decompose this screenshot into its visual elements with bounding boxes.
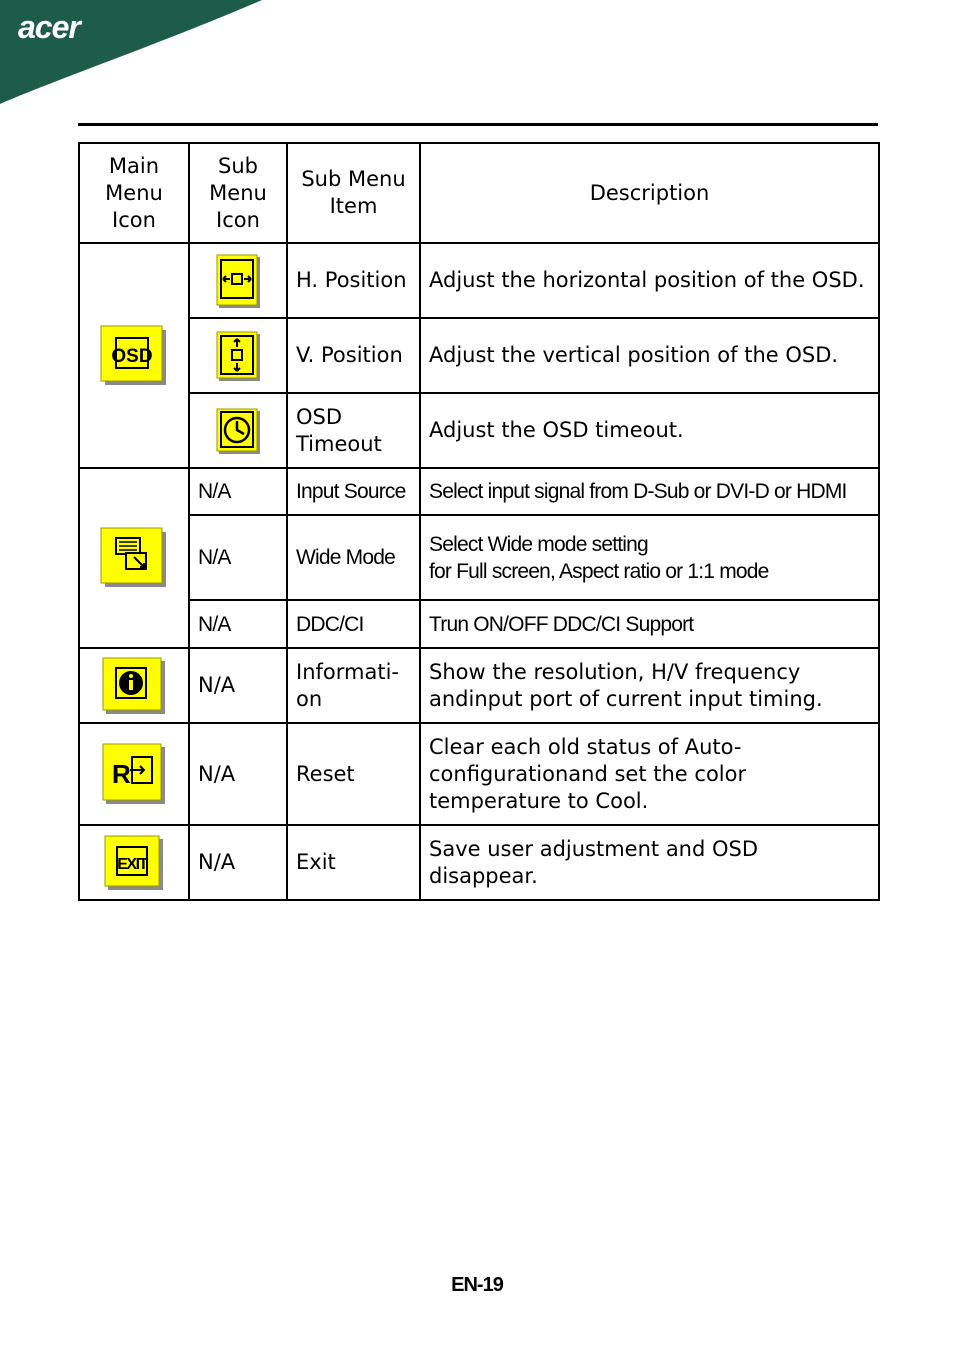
top-rule <box>78 123 878 126</box>
sub-menu-item-h-position: H. Position <box>287 243 420 318</box>
table-header-row <box>79 143 879 243</box>
reset-icon <box>102 743 166 805</box>
main-icon-cell <box>79 825 189 900</box>
table-row <box>79 825 879 900</box>
osd-menu-table <box>78 142 880 901</box>
description-ddc-ci: Trun ON/OFF DDC/CI Support <box>420 600 879 648</box>
description-line: for Full screen, Aspect ratio or 1:1 mode <box>429 559 769 583</box>
header-banner <box>0 0 954 120</box>
header-main-menu-icon: Main Menu Icon <box>79 143 189 243</box>
description-h-position: Adjust the horizontal position of the OSD. <box>420 243 879 318</box>
table-row <box>79 468 879 515</box>
description-osd-timeout: Adjust the OSD timeout. <box>420 393 879 468</box>
description-exit: Save user adjustment and OSD disappear. <box>420 825 879 900</box>
header-description: Description <box>420 143 879 243</box>
description-line: Select Wide mode setting <box>429 532 648 556</box>
main-icon-cell <box>79 243 189 468</box>
main-icon-cell <box>79 648 189 723</box>
description-reset: Clear each old status of Auto-configurationand set the color temperature to Cool. <box>420 723 879 825</box>
sub-icon-na: N/A <box>189 468 287 515</box>
table-row <box>79 723 879 825</box>
description-input-source: Select input signal from D-Sub or DVI-D or HDMI <box>420 468 879 515</box>
sub-icon-na: N/A <box>189 515 287 600</box>
input-source-icon <box>100 527 168 589</box>
sub-menu-item-exit: Exit <box>287 825 420 900</box>
header-sub-menu-item: Sub Menu Item <box>287 143 420 243</box>
acer-logo <box>18 9 82 45</box>
sub-icon-na: N/A <box>189 723 287 825</box>
clock-icon <box>216 408 260 454</box>
main-icon-cell <box>79 723 189 825</box>
page-number: EN-19 <box>451 1274 503 1296</box>
table-row <box>79 243 879 318</box>
sub-icon-cell <box>189 318 287 393</box>
sub-menu-item-reset: Reset <box>287 723 420 825</box>
h-position-icon <box>216 254 260 308</box>
sub-menu-item-ddc-ci: DDC/CI <box>287 600 420 648</box>
sub-icon-na: N/A <box>189 600 287 648</box>
svg-text:acer: acer <box>18 9 80 45</box>
osd-icon <box>100 325 168 387</box>
sub-menu-item-osd-timeout: OSD Timeout <box>287 393 420 468</box>
sub-menu-item-input-source: Input Source <box>287 468 420 515</box>
sub-icon-cell <box>189 393 287 468</box>
table-row <box>79 600 879 648</box>
description-v-position: Adjust the vertical position of the OSD. <box>420 318 879 393</box>
information-icon <box>102 657 166 715</box>
svg-text:R: R <box>112 759 131 789</box>
svg-text:EXIT: EXIT <box>117 855 147 873</box>
exit-icon <box>104 835 164 891</box>
v-position-icon <box>216 331 260 381</box>
sub-menu-item-wide-mode: Wide Mode <box>287 515 420 600</box>
description-information: Show the resolution, H/V frequency andinput port of current input timing. <box>420 648 879 723</box>
description-wide-mode <box>420 515 879 600</box>
table-row <box>79 393 879 468</box>
svg-text:OSD: OSD <box>111 345 153 367</box>
sub-icon-cell <box>189 243 287 318</box>
table-row <box>79 318 879 393</box>
sub-icon-na: N/A <box>189 825 287 900</box>
main-icon-cell <box>79 468 189 648</box>
sub-menu-item-v-position: V. Position <box>287 318 420 393</box>
sub-icon-na: N/A <box>189 648 287 723</box>
table-row <box>79 648 879 723</box>
header-sub-menu-icon: Sub Menu Icon <box>189 143 287 243</box>
table-row <box>79 515 879 600</box>
sub-menu-item-information: Informati- on <box>287 648 420 723</box>
